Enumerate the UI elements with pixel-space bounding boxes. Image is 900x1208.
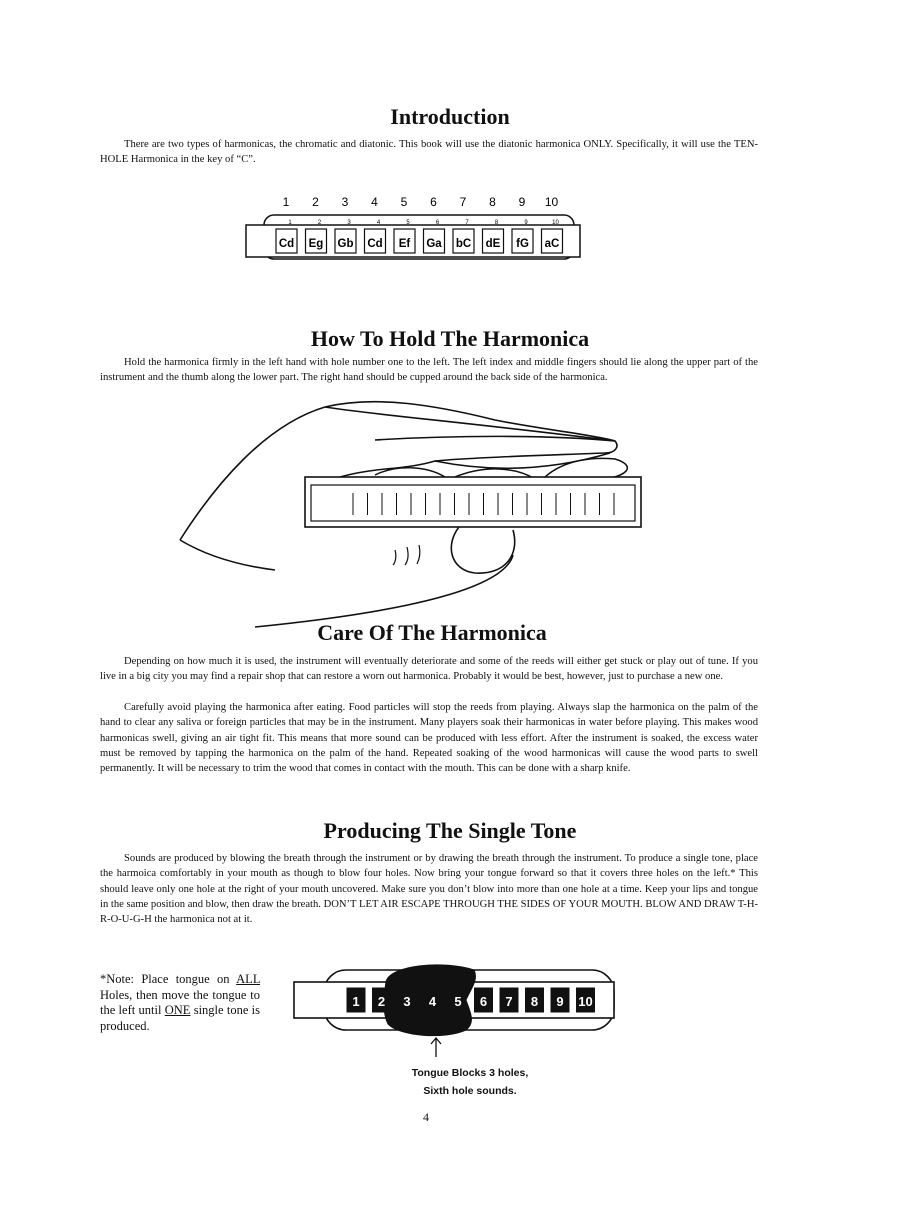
hole-number-small: 7 [465,220,469,226]
hole-number-small: 5 [406,220,410,226]
heading-introduction: Introduction [390,104,510,129]
heading-single-tone: Producing The Single Tone [323,818,577,843]
palm-outline [180,540,513,627]
hole-number: 5 [454,994,462,1009]
hole-number: 2 [312,195,319,209]
tongue-caption [380,1064,560,1100]
hole-number: 2 [377,994,386,1009]
hole-number: 3 [341,195,349,209]
hole-number-small: 10 [552,220,559,226]
hole-number: 8 [530,994,539,1009]
tongue-note: *Note: Place tongue on ALL Holes, then move the tongue to the left until ONE single tone is produced. [100,972,260,1033]
caption-line-1: Tongue Blocks 3 holes, [411,1067,529,1079]
hole-number: 6 [479,994,488,1009]
harmonica-hole-note-diagram [244,192,584,277]
intro-paragraph: There are two types of harmonicas, the chromatic and diatonic. This book will use the diatonic harmonica ONLY. Specifically, it will use the TEN-HOLE Harmonica in the key of “C”. [100,139,758,166]
hole-number: 4 [371,195,378,209]
caption-line-2: Sixth hole sounds. [423,1085,517,1097]
hole-number: 9 [518,195,526,209]
hand-holding-harmonica-illustration [175,395,655,635]
note-label: fG [516,238,529,250]
hole-number-small: 3 [347,220,351,226]
hole-number: 7 [505,994,513,1009]
single-tone-paragraph: Sounds are produced by blowing the breath through the instrument or by drawing the breath through the instrument. To produce a single tone, place the harmoica comfortably in your mouth as though to blow four holes. Now bring your tongue forward so that it covers three holes on the left.* This should leave only one hole at the right of your mouth uncovered. Make sure you don’t blow into more than one hole at a time. Keep your lips and tongue in the same position and blow, then draw the breath. DON’T LET AIR ESCAPE THROUGH THE SIDES OF YOUR MOUTH. BLOW AND DRAW T-H-R-O-U-G-H the harmonica not at it. [100,853,758,926]
note-label: Gb [337,238,354,250]
note-label: Ga [426,238,442,250]
hole-number-small: 9 [524,220,528,226]
hole-number: 9 [556,994,564,1009]
hole-number: 6 [430,195,437,209]
note-label: aC [544,238,560,250]
hole-number: 1 [282,195,290,209]
note-label: dE [485,238,501,250]
hole-number: 10 [578,994,593,1009]
index-finger [375,436,617,461]
hole-number: 8 [489,195,496,209]
tongue-blocking-diagram [294,960,624,1050]
care-paragraph-2: Carefully avoid playing the harmonica after eating. Food particles will stop the reeds from playing. Always slap the harmonica on the palm of the hand to clear any saliva or foreign particles that may be in the instrument. Many players soak their harmonicas in water before playing. This makes wood harmonicas swell, giving an air tight fit. This means that more sound can be produced with less effort. After the instrument is soaked, the excess water must be removed by tapping the harmonica on the palm of the hand. Repeated soaking of the wood harmonicas will cause the wood parts to swell permanently. It will be necessary to trim the wood that comes in contact with the mouth. This can be done with a sharp knife. [100,702,758,775]
hole-number: 5 [400,195,408,209]
hole-number: 7 [459,195,467,209]
page-number: 4 [423,1110,429,1124]
hole-number-small: 8 [494,220,499,226]
hole-number-small: 4 [376,220,381,226]
heading-care: Care Of The Harmonica [317,620,547,645]
hole-number-small: 2 [317,220,322,226]
fingers [340,453,627,479]
hole-number: 1 [352,994,360,1009]
note-label: Eg [308,238,324,250]
hole-number-small: 6 [435,220,440,226]
note-label: Cd [278,238,295,250]
arrow-up-icon [430,1036,442,1058]
heading-how-to-hold: How To Hold The Harmonica [310,326,590,351]
hold-paragraph: Hold the harmonica firmly in the left hand with hole number one to the left. The left index and middle fingers should lie along the upper part of the instrument and the thumb along the lower part. The right hand should be cupped around the back side of the harmonica. [100,357,758,384]
hole-number: 10 [544,195,559,209]
hole-number-small: 1 [288,220,292,226]
thumb [451,527,514,573]
note-label: Ef [398,238,411,250]
hole-number: 3 [403,994,411,1009]
note-label: bC [455,238,472,250]
note-label: Cd [367,238,383,250]
care-paragraph-1: Depending on how much it is used, the instrument will eventually deteriorate and some of the reeds will either get stuck or play out of tune. If you live in a big city you may find a repair shop that can restore a worn out harmonica. Probably it would be best, however, just to purchase a new one. [100,656,758,683]
hole-number: 4 [428,994,437,1009]
